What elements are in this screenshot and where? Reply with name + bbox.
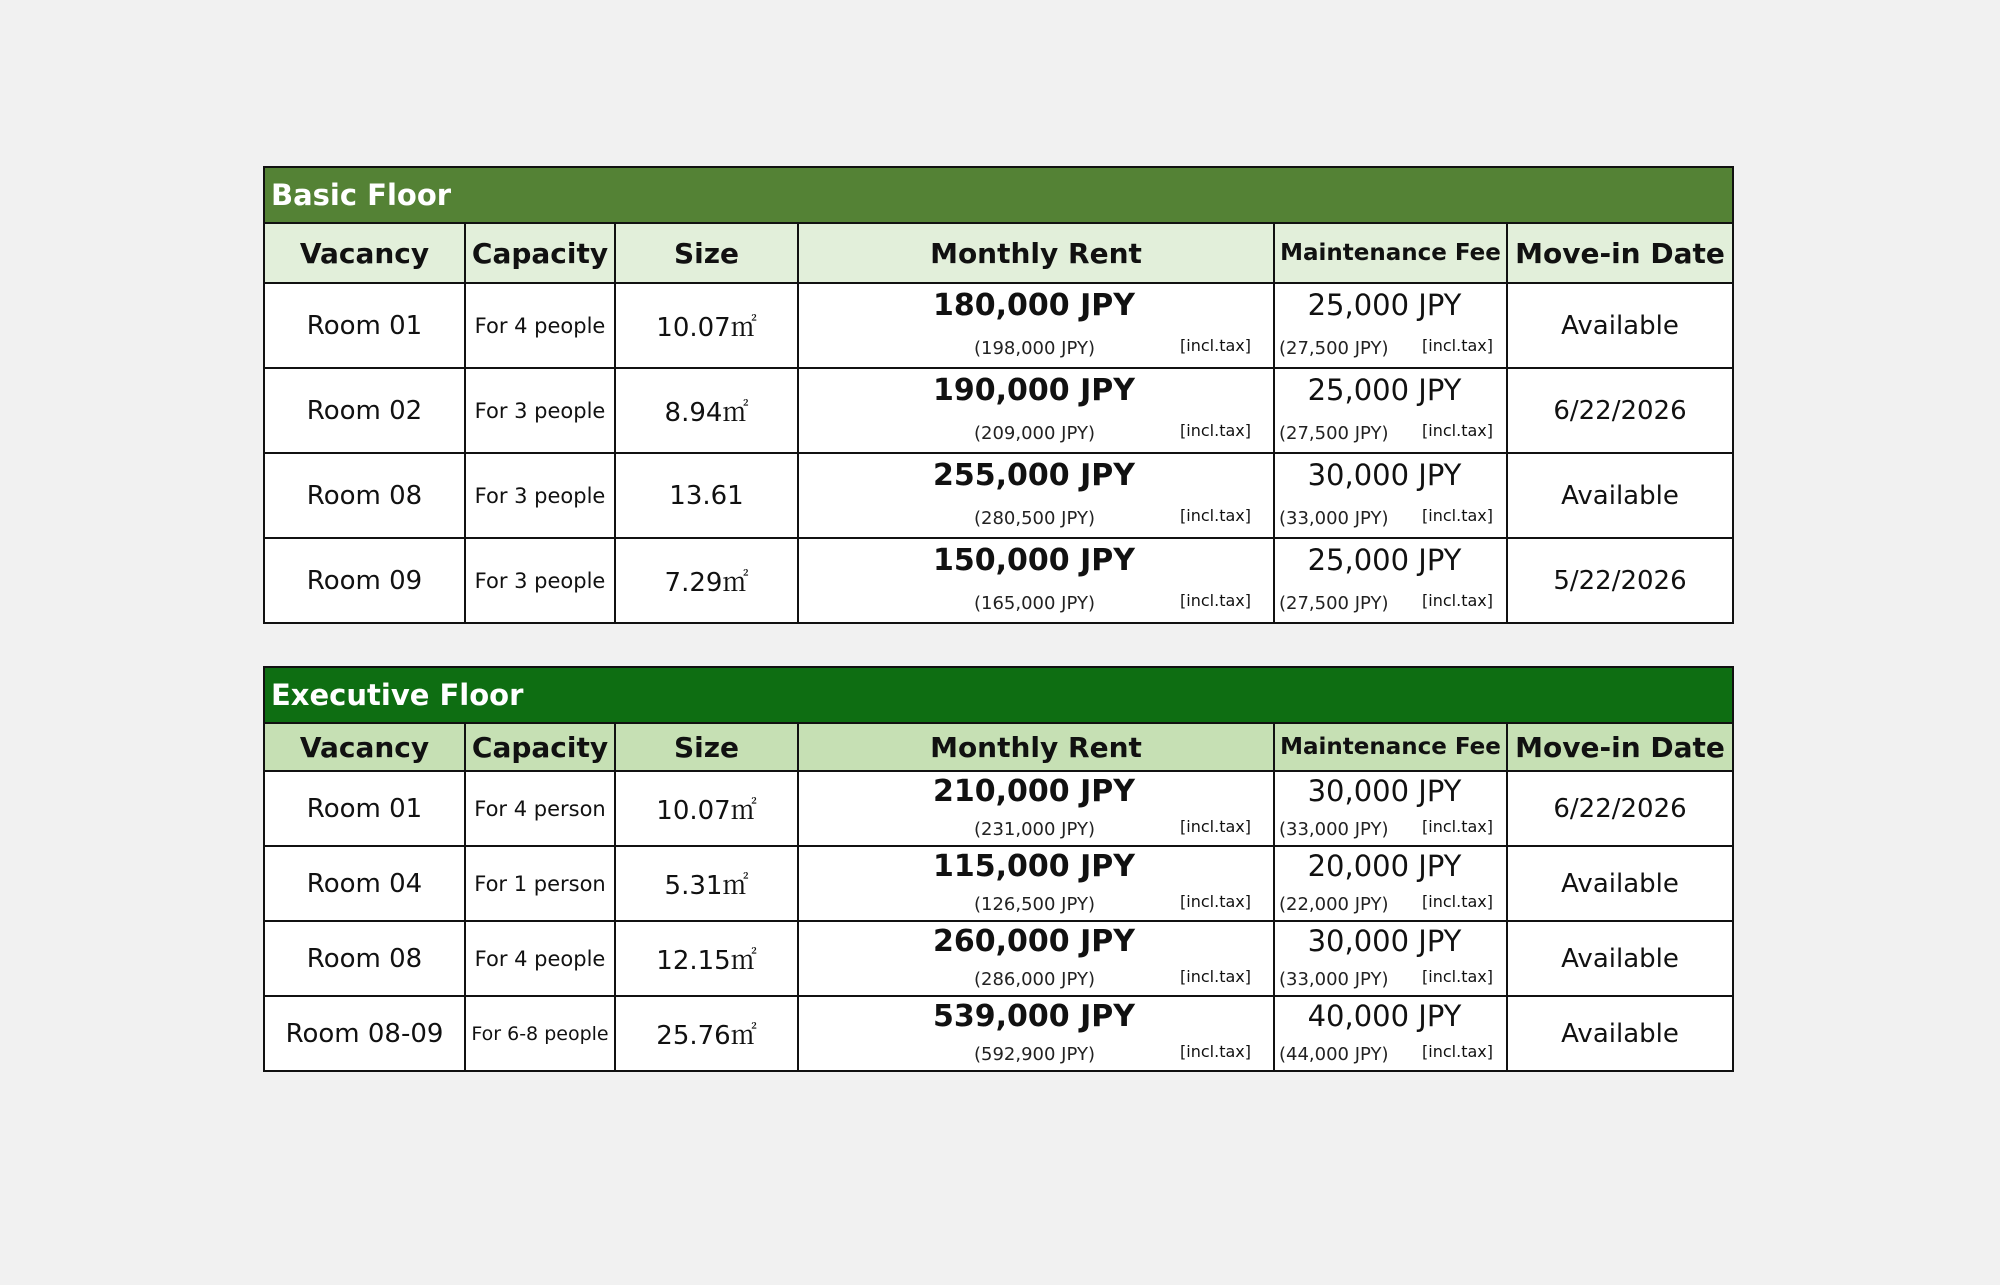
header-row [264, 723, 1733, 771]
maintenance-fee-cell [1274, 996, 1507, 1071]
header-row [264, 223, 1733, 283]
basic-floor-title: Basic Floor [264, 167, 1733, 223]
move-in-date: Available [1507, 846, 1733, 921]
move-in-date: Available [1507, 283, 1733, 368]
maintenance-fee-cell [1274, 368, 1507, 453]
maintenance-fee-cell [1274, 283, 1507, 368]
monthly-rent-cell [798, 771, 1274, 846]
room-name: Room 08 [264, 921, 465, 996]
monthly-rent-cell [798, 368, 1274, 453]
header-move-in-date: Move-in Date [1507, 723, 1733, 771]
maintenance-fee: 20,000 JPY [1307, 849, 1462, 883]
incl-tax-label: [incl.tax] [1422, 892, 1493, 911]
maintenance-fee: 30,000 JPY [1307, 924, 1462, 958]
move-in-date: 6/22/2026 [1507, 368, 1733, 453]
executive-floor-title: Executive Floor [264, 667, 1733, 723]
room-size: 7.29㎡ [615, 538, 798, 623]
monthly-rent: 150,000 JPY [933, 543, 1135, 578]
monthly-rent-cell [798, 921, 1274, 996]
move-in-date: 6/22/2026 [1507, 771, 1733, 846]
monthly-rent-incl-tax: (286,000 JPY) [974, 969, 1095, 990]
incl-tax-label: [incl.tax] [1422, 817, 1493, 836]
header-capacity: Capacity [465, 723, 615, 771]
room-size: 13.61 [615, 453, 798, 538]
monthly-rent-cell [798, 538, 1274, 623]
incl-tax-label: [incl.tax] [1180, 892, 1251, 911]
header-vacancy: Vacancy [264, 223, 465, 283]
move-in-date: Available [1507, 453, 1733, 538]
room-capacity: For 4 people [465, 283, 615, 368]
maintenance-fee-incl-tax: (22,000 JPY) [1279, 894, 1389, 915]
maintenance-fee-incl-tax: (33,000 JPY) [1279, 819, 1389, 840]
maintenance-fee-cell [1274, 771, 1507, 846]
incl-tax-label: [incl.tax] [1180, 1042, 1251, 1061]
monthly-rent-incl-tax: (165,000 JPY) [974, 593, 1095, 614]
monthly-rent: 260,000 JPY [933, 924, 1135, 959]
room-capacity: For 4 people [465, 921, 615, 996]
incl-tax-label: [incl.tax] [1180, 506, 1251, 525]
room-size: 12.15㎡ [615, 921, 798, 996]
monthly-rent: 539,000 JPY [933, 999, 1135, 1034]
move-in-date: Available [1507, 996, 1733, 1071]
incl-tax-label: [incl.tax] [1180, 591, 1251, 610]
table-row [264, 538, 1733, 623]
room-size: 8.94㎡ [615, 368, 798, 453]
header-maintenance-fee: Maintenance Fee [1274, 223, 1507, 283]
incl-tax-label: [incl.tax] [1180, 336, 1251, 355]
monthly-rent: 180,000 JPY [933, 288, 1135, 323]
maintenance-fee-incl-tax: (33,000 JPY) [1279, 969, 1389, 990]
header-size: Size [615, 723, 798, 771]
header-vacancy: Vacancy [264, 723, 465, 771]
maintenance-fee-incl-tax: (27,500 JPY) [1279, 338, 1389, 359]
monthly-rent: 190,000 JPY [933, 373, 1135, 408]
room-size: 10.07㎡ [615, 283, 798, 368]
table-row [264, 368, 1733, 453]
maintenance-fee: 30,000 JPY [1307, 458, 1462, 492]
header-monthly-rent: Monthly Rent [798, 223, 1274, 283]
table-row [264, 771, 1733, 846]
monthly-rent-incl-tax: (198,000 JPY) [974, 338, 1095, 359]
room-name: Room 08-09 [264, 996, 465, 1071]
header-move-in-date: Move-in Date [1507, 223, 1733, 283]
maintenance-fee-incl-tax: (33,000 JPY) [1279, 508, 1389, 529]
incl-tax-label: [incl.tax] [1422, 591, 1493, 610]
incl-tax-label: [incl.tax] [1180, 421, 1251, 440]
maintenance-fee: 40,000 JPY [1307, 999, 1462, 1033]
incl-tax-label: [incl.tax] [1422, 336, 1493, 355]
header-capacity: Capacity [465, 223, 615, 283]
monthly-rent-incl-tax: (126,500 JPY) [974, 894, 1095, 915]
incl-tax-label: [incl.tax] [1422, 1042, 1493, 1061]
maintenance-fee-cell [1274, 453, 1507, 538]
maintenance-fee-incl-tax: (44,000 JPY) [1279, 1044, 1389, 1065]
executive-floor-section [263, 666, 1732, 1072]
header-monthly-rent: Monthly Rent [798, 723, 1274, 771]
monthly-rent: 115,000 JPY [933, 849, 1135, 884]
table-row [264, 283, 1733, 368]
table-row [264, 453, 1733, 538]
maintenance-fee-incl-tax: (27,500 JPY) [1279, 593, 1389, 614]
room-name: Room 01 [264, 771, 465, 846]
monthly-rent-incl-tax: (280,500 JPY) [974, 508, 1095, 529]
room-name: Room 02 [264, 368, 465, 453]
monthly-rent-cell [798, 453, 1274, 538]
room-name: Room 08 [264, 453, 465, 538]
room-capacity: For 6-8 people [465, 996, 615, 1071]
monthly-rent-incl-tax: (209,000 JPY) [974, 423, 1095, 444]
move-in-date: Available [1507, 921, 1733, 996]
maintenance-fee: 25,000 JPY [1307, 288, 1462, 322]
room-capacity: For 4 person [465, 771, 615, 846]
basic-floor-section [263, 166, 1732, 624]
incl-tax-label: [incl.tax] [1180, 967, 1251, 986]
executive-floor-table [263, 666, 1734, 1072]
basic-floor-table [263, 166, 1734, 624]
maintenance-fee-cell [1274, 921, 1507, 996]
header-maintenance-fee: Maintenance Fee [1274, 723, 1507, 771]
monthly-rent-cell [798, 996, 1274, 1071]
room-size: 25.76㎡ [615, 996, 798, 1071]
incl-tax-label: [incl.tax] [1422, 506, 1493, 525]
table-row [264, 846, 1733, 921]
incl-tax-label: [incl.tax] [1180, 817, 1251, 836]
room-capacity: For 3 people [465, 453, 615, 538]
room-name: Room 09 [264, 538, 465, 623]
table-row [264, 921, 1733, 996]
monthly-rent: 255,000 JPY [933, 458, 1135, 493]
room-capacity: For 3 people [465, 368, 615, 453]
maintenance-fee: 25,000 JPY [1307, 373, 1462, 407]
monthly-rent-cell [798, 283, 1274, 368]
maintenance-fee-cell [1274, 538, 1507, 623]
header-size: Size [615, 223, 798, 283]
incl-tax-label: [incl.tax] [1422, 967, 1493, 986]
room-name: Room 01 [264, 283, 465, 368]
room-capacity: For 1 person [465, 846, 615, 921]
room-name: Room 04 [264, 846, 465, 921]
monthly-rent-incl-tax: (592,900 JPY) [974, 1044, 1095, 1065]
maintenance-fee-cell [1274, 846, 1507, 921]
table-row [264, 996, 1733, 1071]
room-size: 5.31㎡ [615, 846, 798, 921]
maintenance-fee: 30,000 JPY [1307, 774, 1462, 808]
monthly-rent-incl-tax: (231,000 JPY) [974, 819, 1095, 840]
incl-tax-label: [incl.tax] [1422, 421, 1493, 440]
room-capacity: For 3 people [465, 538, 615, 623]
maintenance-fee: 25,000 JPY [1307, 543, 1462, 577]
maintenance-fee-incl-tax: (27,500 JPY) [1279, 423, 1389, 444]
move-in-date: 5/22/2026 [1507, 538, 1733, 623]
monthly-rent-cell [798, 846, 1274, 921]
room-size: 10.07㎡ [615, 771, 798, 846]
monthly-rent: 210,000 JPY [933, 774, 1135, 809]
